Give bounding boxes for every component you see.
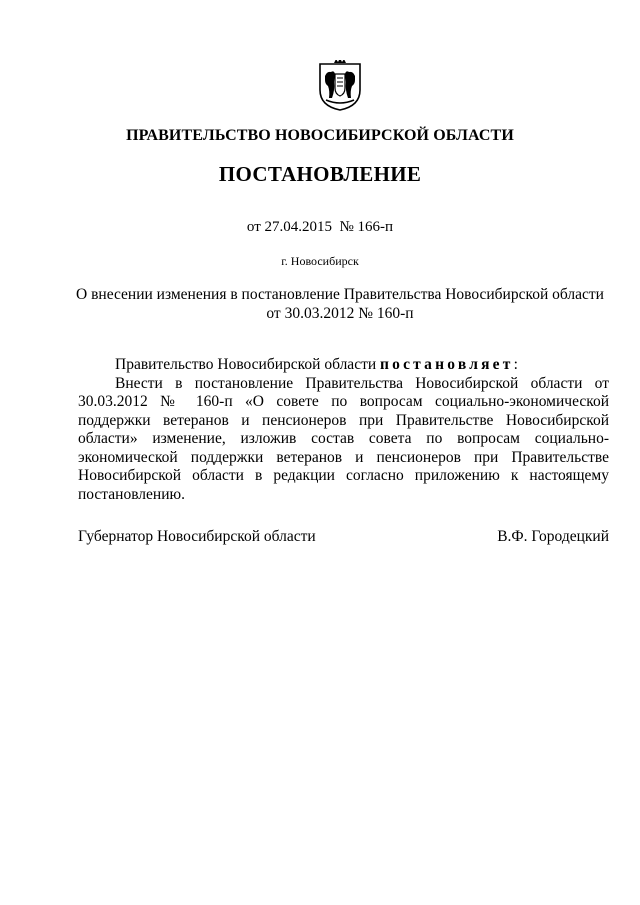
intro-colon: : <box>513 356 518 373</box>
document-body <box>78 356 609 504</box>
intro-paragraph <box>78 356 609 375</box>
subject-line-2: от 30.03.2012 № 160-п <box>266 305 414 322</box>
subject-line-1: О внесении изменения в постановление Правительства Новосибирской области <box>76 286 604 303</box>
intro-text: Правительство Новосибирской области <box>115 356 381 373</box>
organization-title: ПРАВИТЕЛЬСТВО НОВОСИБИРСКОЙ ОБЛАСТИ <box>126 127 514 144</box>
coat-of-arms-icon <box>316 60 364 112</box>
city: г. Новосибирск <box>281 254 359 268</box>
main-paragraph: Внести в постановление Правительства Новосибирской области от 30.03.2012 № 160-п «О совете по вопросам социально-экономической поддержки ветеранов и пенсионеров при Правительстве Новосибирской области» изменение, изложив состав совета по вопросам социально-экономической поддержки ветеранов и пенсионеров при Правительстве Новосибирской области в редакции согласно приложению к настоящему постановлению. <box>78 374 609 503</box>
resolves-word: постановляет <box>380 356 514 373</box>
document-date: от 27.04.2015 <box>246 219 332 235</box>
document-type: ПОСТАНОВЛЕНИЕ <box>218 162 422 186</box>
date-number-line <box>0 219 640 236</box>
signature-block <box>78 528 609 546</box>
signatory-position: Губернатор Новосибирской области <box>78 528 316 545</box>
document-subject <box>60 285 620 323</box>
document-number: № 166-п <box>339 219 394 235</box>
signatory-name: В.Ф. Городецкий <box>497 528 609 545</box>
